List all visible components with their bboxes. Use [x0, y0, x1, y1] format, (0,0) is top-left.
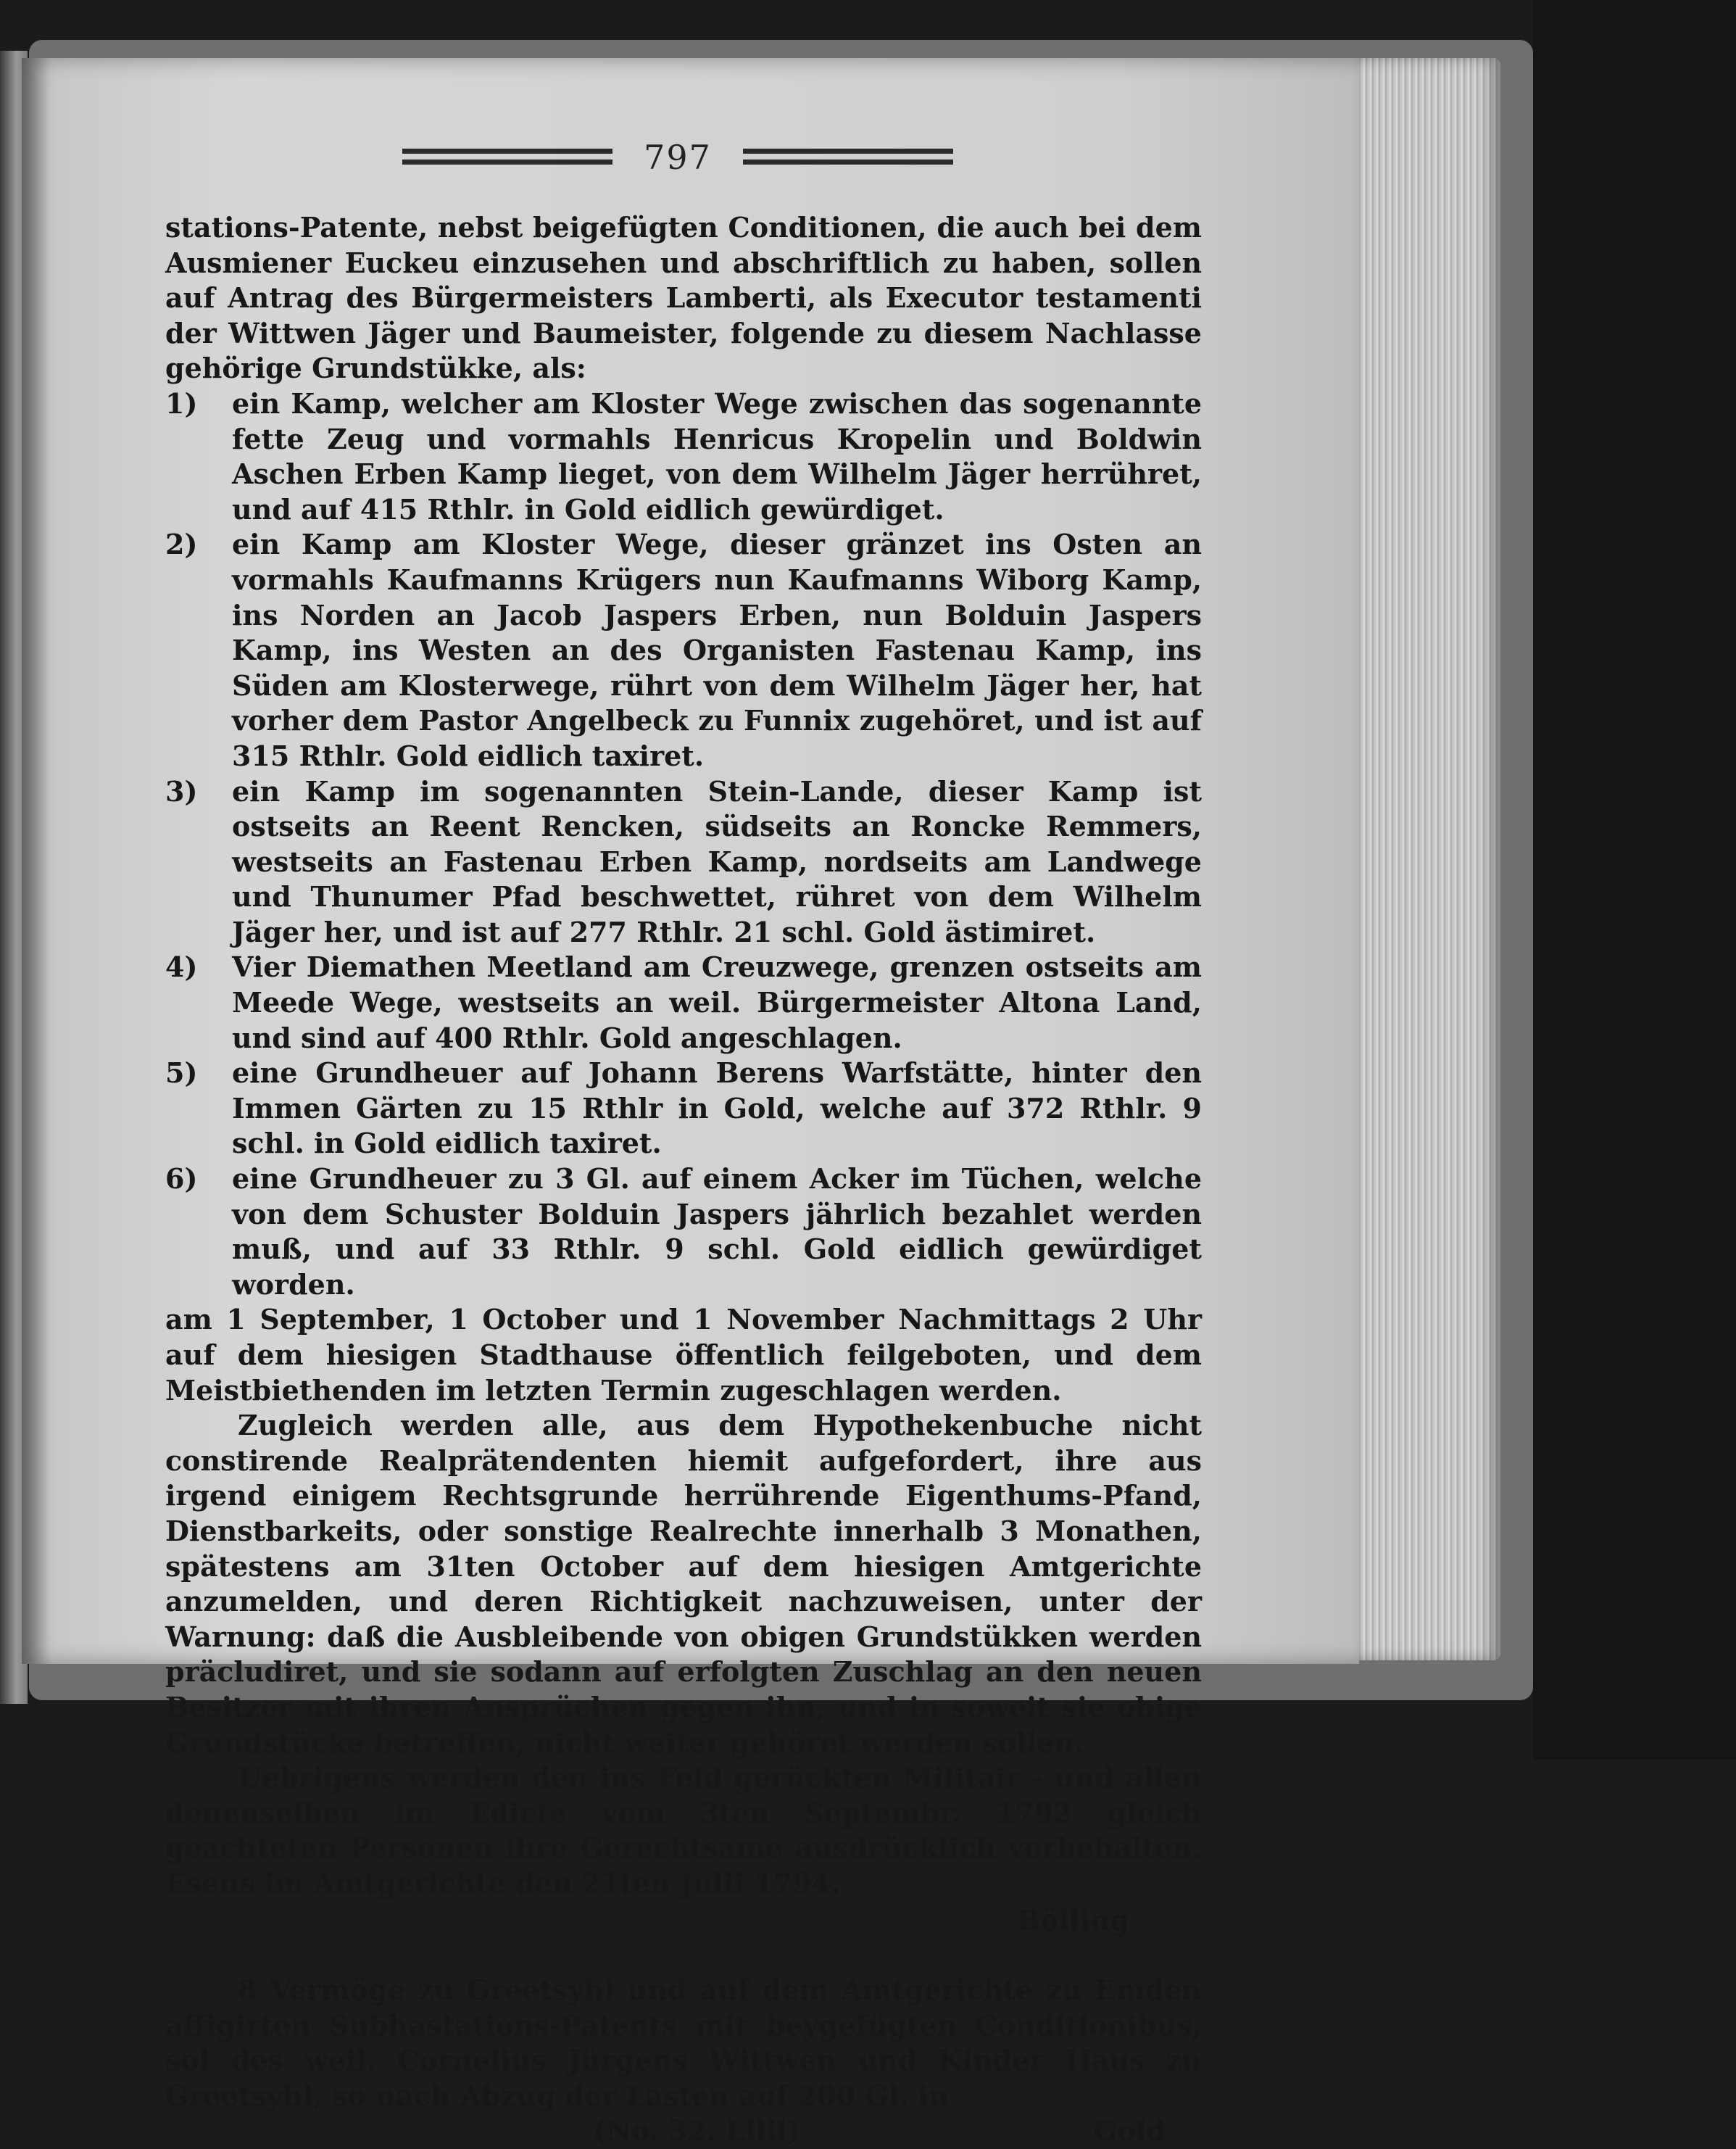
page-footer — [165, 2113, 1202, 2149]
header-rule-left — [402, 149, 612, 165]
item-number: 6) — [165, 1162, 198, 1196]
header-rule-right — [743, 149, 953, 165]
conclusion-paragraph: am 1 September, 1 October und 1 November Nachmittags 2 Uhr auf dem hiesigen Stadthause öffentlich feilgeboten, und dem Meistbiethenden im letzten Termin zugeschlagen werden. — [165, 1303, 1202, 1407]
list-item — [165, 1056, 1202, 1162]
reservation-paragraph: Uebrigens werden den ins Feld gerückten Militair - und allen denenselben im Edicte vom 3ten Septembr. 1792 gleich geachteten Personen ihre Gerechtsame ausdrücklich vorbehalten. Esens im Amtgerichte den 21ten Julii 1794. — [165, 1761, 1202, 1900]
item-text: eine Grundheuer zu 3 Gl. auf einem Acker im Tüchen, welche von dem Schuster Bolduin Jaspers jährlich bezahlet werden muß, und auf 33 Rthlr. 9 schl. Gold eidlich gewürdiget worden. — [232, 1162, 1202, 1301]
list-item — [165, 774, 1202, 951]
signature: Bölling — [1017, 1903, 1129, 1937]
item-number: 3) — [165, 774, 198, 808]
page-text — [165, 210, 1202, 2149]
list-item — [165, 950, 1202, 1056]
section-divider — [165, 1938, 1202, 1973]
next-notice-paragraph: 8 Vermöge zu Greetsyhl und auf dem Amtgerichte zu Emden affigirten Subhastations-Patents mit beygefügten Conditionibus, sol des weil. Cornelius Jürgens Wittwen und Kinder Haus zu Greetsyhl, so nach Abzug der Lasten auf 200 Gl. in — [165, 1974, 1202, 2112]
item-number: 4) — [165, 951, 198, 984]
catchword: Gold — [1094, 2114, 1166, 2148]
list-item — [165, 386, 1202, 527]
page-number: 797 — [644, 138, 712, 177]
notice-paragraph: Zugleich werden alle, aus dem Hypothekenbuche nicht constirende Realprätendenten hiemit aufgefordert, ihre aus irgend einigem Rechtsgrunde herrührende Eigenthums-Pfand, Dienstbarkeits, oder sonstige Realrechte innerhalb 3 Monathen, spätestens am 31ten October auf dem hiesigen Amtgerichte anzumelden, und deren Richtigkeit nachzuweisen, unter der Warnung: daß die Ausbleibende von obigen Grundstükken werden präcludiret, und sie sodann auf erfolgten Zuschlag an den neuen Besitzer mit ihren Ansprüchen gegen ihn, und in soweit sie obige Grundstücke betreffen, nicht weiter gehöret werden sollen. — [165, 1409, 1202, 1759]
item-text: ein Kamp im sogenannten Stein-Lande, dieser Kamp ist ostseits an Reent Rencken, südseits an Roncke Remmers, westseits an Fastenau Erben Kamp, nordseits am Landwege und Thunumer Pfad beschwettet, rühret von dem Wilhelm Jäger her, und ist auf 277 Rthlr. 21 schl. Gold ästimiret. — [232, 774, 1202, 948]
intro-paragraph: stations-Patente, nebst beigefügten Conditionen, die auch bei dem Ausmiener Euckeu einzusehen und abschriftlich zu haben, sollen auf Antrag des Bürgermeisters Lamberti, als Executor testamenti der Wittwen Jäger und Baumeister, folgende zu diesem Nachlasse gehörige Grundstükke, als: — [165, 211, 1202, 385]
background — [1533, 0, 1736, 1760]
page-block-edge — [1355, 58, 1500, 1660]
item-text: eine Grundheuer auf Johann Berens Warfstätte, hinter den Immen Gärten zu 15 Rthlr in Gold, welche auf 372 Rthlr. 9 schl. in Gold eidlich taxiret. — [232, 1056, 1202, 1160]
item-number: 5) — [165, 1056, 198, 1090]
item-number: 1) — [165, 386, 198, 420]
item-text: ein Kamp am Kloster Wege, dieser gränzet ins Osten an vormahls Kaufmanns Krügers nun Kaufmanns Wiborg Kamp, ins Norden an Jacob Jaspers Erben, nun Bolduin Jaspers Kamp, ins Westen an des Organisten Fastenau Kamp, ins Süden am Klosterwege, rührt von dem Wilhelm Jäger her, hat vorher dem Pastor Angelbeck zu Funnix zugehöret, und ist auf 315 Rthlr. Gold eidlich taxiret. — [232, 528, 1202, 772]
footer-signature: (No. 32. Lllll) — [593, 2114, 800, 2148]
item-text: ein Kamp, welcher am Kloster Wege zwischen das sogenannte fette Zeug und vormahls Henricus Kropelin und Boldwin Aschen Erben Kamp lieget, von dem Wilhelm Jäger herrühret, und auf 415 Rthlr. in Gold eidlich gewürdiget. — [232, 386, 1202, 526]
list-item — [165, 1162, 1202, 1302]
list-item — [165, 527, 1202, 774]
page-header — [402, 138, 953, 181]
item-number: 2) — [165, 528, 198, 561]
item-text: Vier Diemathen Meetland am Creuzwege, grenzen ostseits am Meede Wege, westseits an weil. Bürgermeister Altona Land, und sind auf 400 Rthlr. Gold angeschlagen. — [232, 951, 1202, 1054]
